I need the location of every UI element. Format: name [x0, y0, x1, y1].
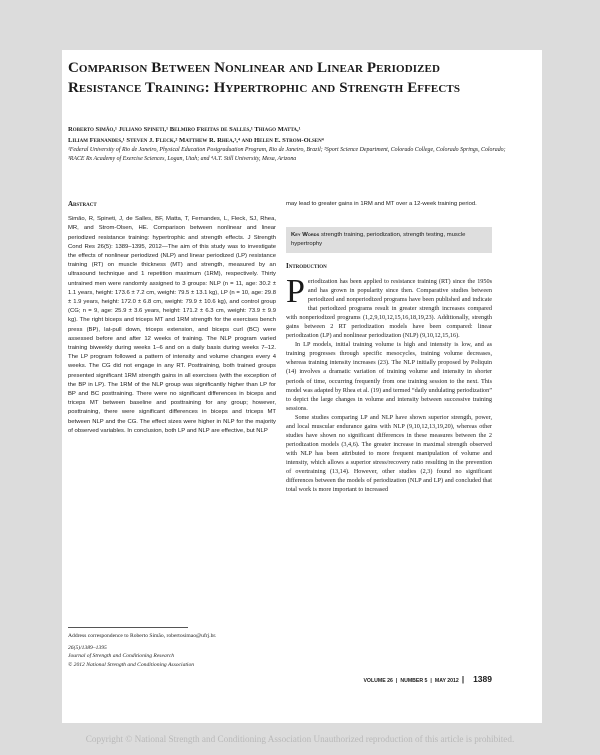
- page-footer: VOLUME 26 | NUMBER 5 | MAY 2012 | 1389: [363, 674, 492, 684]
- author-list: [68, 125, 508, 146]
- correspondence: Address correspondence to Roberto Simão, robertosimao@ufrj.br.: [68, 633, 217, 639]
- page-number: 1389: [473, 674, 492, 684]
- keywords-label: Key Words: [291, 232, 320, 238]
- footer-date: MAY 2012: [434, 678, 459, 684]
- intro-paragraph-1-text: eriodization has been applied to resistance training (RT) since the 1950s and has grown in popularity since then. Comparative studies between periodized and nonperiodized programs have been published and indicate that periodized programs result in greater strength increases compared with nonperiodized programs (1,2,9,10,12,15,16,18,19,23). Additionally, strength gains between 2 RT periodization models have been compared: linear periodization (LP) and nonlinear periodization (NLP) (9,10,12,15,16).: [286, 278, 492, 340]
- abstract-section: [68, 200, 276, 436]
- article-title: Comparison Between Nonlinear and Linear Periodized Resistance Training: Hypertrophic and Strength Effects: [68, 60, 461, 96]
- footer-number: NUMBER 5: [400, 678, 428, 684]
- authors-line-1: Roberto Simão,¹ Juliano Spineti,¹ Belmiro Freitas de Salles,¹ Thiago Matta,¹: [68, 126, 301, 133]
- keywords-text: strength training, periodization, strength testing, muscle hypertrophy: [291, 232, 466, 247]
- drop-cap: P: [286, 273, 305, 310]
- copyright-watermark: Copyright © National Strength and Conditioning Association Unauthorized reproduction of this article is prohibited.: [85, 734, 515, 744]
- keywords-box: [286, 227, 492, 253]
- footer-volume: VOLUME 26: [363, 678, 393, 684]
- footnote-divider: [68, 627, 188, 628]
- abstract-continuation: may lead to greater gains in 1RM and MT over a 12-week training period.: [286, 201, 477, 207]
- introduction-heading: Introduction: [286, 262, 327, 270]
- issue-info: 26(5)/1389–1395: [68, 645, 107, 652]
- affiliations: ¹Federal University of Rio de Janeiro, Physical Education Postgraduation Program, Rio de Janeiro, Brazil; ²Sport Science Department, Colorado College, Colorado Springs, Colorado; ³RACE Rx Academy of Exercise Sciences, Logan, Utah; and ⁴A.T. Still University, Mesa, Arizona: [68, 147, 506, 162]
- intro-paragraph-3: Some studies comparing LP and NLP have shown superior strength, power, and local muscular endurance gains with NLP (9,10,12,13,19,20), whereas other studies have shown no significant differences in these measures between the 2 periodization models (3,4,6). The greater increase in maximal strength observed with NLP has been attributed to more frequent manipulation of volume and intensity, which allows a superior stress/recovery ratio resulting in the prevention of overtraining (13,14). However, other studies (2,3) found no significant differences between the models of periodization (NLP and LP) and concluded that total work is more important to increased: [286, 413, 492, 494]
- journal-name: Journal of Strength and Conditioning Research: [68, 653, 175, 660]
- abstract-heading: Abstract: [68, 200, 97, 208]
- intro-paragraph-2: In LP models, initial training volume is high and intensity is low, and as training progresses through specific mesocycles, training volume decreases, whereas training intensity increases (23). The NLP initially proposed by Poliquin (14) involves a dramatic variation of training volume and intensity in shorter periods of time, occurring frequently from one training session to the next. This model was adapted by Rhea et al. (19) and termed “daily undulating periodization” to depict the large changes in volume and intensity between successive training sessions.: [286, 341, 492, 412]
- footnote: [68, 632, 288, 669]
- intro-paragraph-1: [286, 273, 492, 340]
- copyright-line: © 2012 National Strength and Conditioning Association: [68, 661, 195, 668]
- abstract-text: Simão, R, Spineti, J, de Salles, BF, Matta, T, Fernandes, L, Fleck, SJ, Rhea, MR, and Strom-Olsen, HE. Comparison between nonlinear and linear periodized resistance training: hypertrophic and strength effects. J Strength Cond Res 26(5): 1389–1395, 2012—The aim of this study was to investigate the effects of nonlinear periodized (NLP) and linear periodized (LP) resistance training (RT) on muscle thickness (MT) and strength, measured by an ultrasound technique and 1 repetition maximum (1RM), respectively. Thirty untrained men were randomly assigned to 3 groups: NLP (n = 11, age: 30.2 ± 1.1 years, height: 173.6 ± 7.2 cm, weight: 79.5 ± 13.1 kg), LP (n = 10, age: 29.8 ± 1.9 years, height: 172.0 ± 6.8 cm, weight: 79.9 ± 10.6 kg), and control group (CG; n = 9, age: 25.9 ± 3.6 years, height: 171.2 ± 6.3 cm, weight: 73.9 ± 9.9 kg). The right biceps and triceps MT and 1RM strength for the exercises bench press (BP), lat-pull down, triceps extension, and biceps curl (BC) were assessed before and after 12 weeks of training. The NLP program varied training biweekly during weeks 1–6 and on a daily basis during weeks 7–12. The LP program followed a pattern of intensity and volume changes every 4 weeks. The CG did not engage in any RT. Posttraining, both trained groups presented significant 1RM strength gains in all exercises (with the exception of the BP in LP). The 1RM of the NLP group was significantly higher than LP for BP and BC posttraining. There were no significant differences in biceps and triceps MT between baseline and posttraining for any group; however, posttraining, there were significant differences in biceps and triceps MT between NLP and the CG. The effect sizes were higher in NLP for the majority of observed variables. In conclusion, both LP and NLP are effective, but NLP: [68, 216, 276, 434]
- introduction-body: [286, 273, 492, 494]
- authors-line-2: Liliam Fernandes,¹ Steven J. Fleck,² Matthew R. Rhea,³,⁴ and Helen E. Strom-Olsen⁴: [68, 136, 324, 144]
